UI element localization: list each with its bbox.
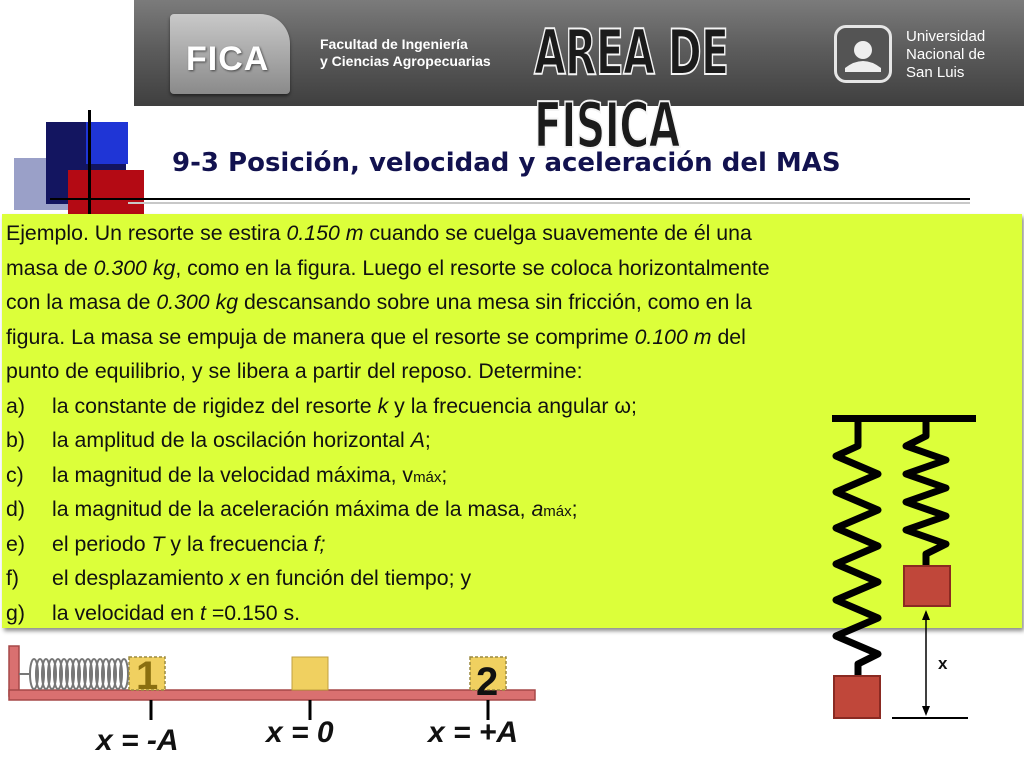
faculty-line-2: y Ciencias Agropecuarias xyxy=(320,53,491,69)
question-a: a) la constante de rigidez del resorte k y la frecuencia angular ω; xyxy=(6,393,637,418)
question-c: c) la magnitud de la velocidad máxima, vmáx; xyxy=(6,462,448,487)
label-x-minus-a: x = -A xyxy=(96,724,179,757)
position-number-1: 1 xyxy=(136,654,159,698)
label-x-zero: x = 0 xyxy=(266,716,334,749)
problem-line-2: masa de 0.300 kg, como en la figura. Luego el resorte se coloca horizontalmente xyxy=(6,255,770,280)
problem-line-4: figura. La masa se empuja de manera que el resorte se comprime 0.100 m del xyxy=(6,324,746,349)
slide-title: 9-3 Posición, velocidad y aceleración del MAS xyxy=(172,148,841,178)
problem-line-5: punto de equilibrio, y se libera a partir del reposo. Determine: xyxy=(6,359,583,383)
problem-line-1: Ejemplo. Un resorte se estira 0.150 m cuando se cuelga suavemente de él una xyxy=(6,221,752,245)
university-line-2: Nacional de xyxy=(906,46,986,63)
horizontal-spring xyxy=(19,659,128,689)
university-line-3: San Luis xyxy=(906,64,965,81)
university-line-1: Universidad xyxy=(906,28,986,45)
faculty-line-1: Facultad de Ingeniería xyxy=(320,36,468,52)
question-e: e) el periodo T y la frecuencia f; xyxy=(6,531,326,556)
position-number-2: 2 xyxy=(476,660,499,704)
block-equilibrium xyxy=(292,657,328,690)
fica-logo-text: FICA xyxy=(186,40,270,78)
table xyxy=(9,690,535,700)
question-f: f) el desplazamiento x en función del tiempo; y xyxy=(6,566,472,590)
wall xyxy=(9,646,19,696)
label-x-plus-a: x = +A xyxy=(428,716,519,749)
question-g: g) la velocidad en t =0.150 s. xyxy=(6,600,301,625)
area-title: AREA DE FISICA xyxy=(534,16,729,162)
problem-line-3: con la masa de 0.300 kg descansando sobre una mesa sin fricción, como en la xyxy=(6,290,752,314)
question-b: b) la amplitud de la oscilación horizontal A; xyxy=(6,428,431,452)
displacement-label: x xyxy=(938,654,948,673)
question-d: d) la magnitud de la aceleración máxima de la masa, amáx; xyxy=(6,497,578,521)
